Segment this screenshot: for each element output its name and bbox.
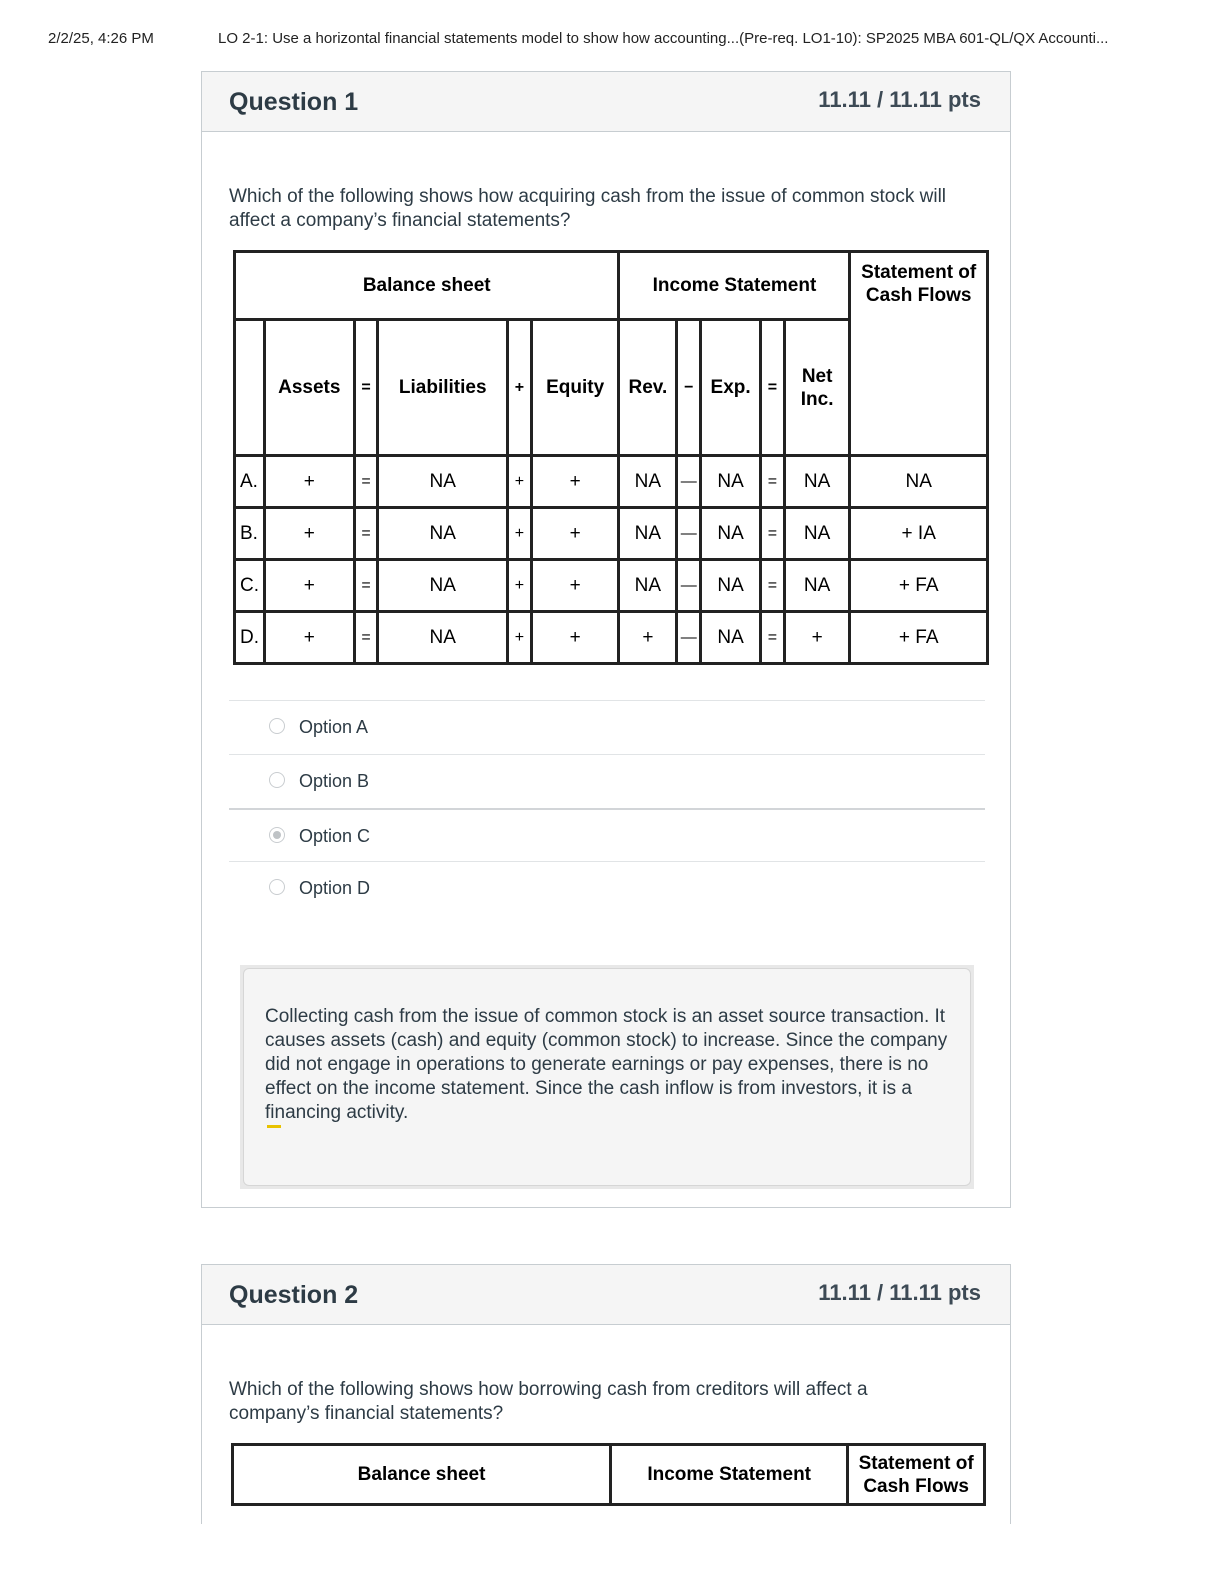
header-cash-flows: Statement of Cash Flows <box>848 1445 985 1505</box>
header-equity: Equity <box>531 320 619 456</box>
cell-equals: = <box>354 612 378 664</box>
cell-exp: NA <box>701 612 761 664</box>
cell-rev: NA <box>619 508 677 560</box>
header-income-statement: Income Statement <box>619 252 850 320</box>
cell-exp: NA <box>701 508 761 560</box>
cell-liabilities: NA <box>378 612 508 664</box>
answer-option-a[interactable] <box>229 700 985 754</box>
cell-equals-2: = <box>760 560 784 612</box>
answer-list <box>229 700 985 916</box>
cell-assets: + <box>264 612 354 664</box>
header-plus: + <box>507 320 531 456</box>
radio-button-icon[interactable] <box>269 879 285 895</box>
cell-equals-2: = <box>760 456 784 508</box>
answer-option-b[interactable] <box>229 754 985 808</box>
financial-statements-model-table <box>231 1443 986 1506</box>
answer-explanation-box <box>240 965 974 1189</box>
cell-exp: NA <box>701 560 761 612</box>
radio-button-selected-icon[interactable] <box>269 827 285 843</box>
cell-rev: NA <box>619 560 677 612</box>
cell-exp: NA <box>701 456 761 508</box>
cell-liabilities: NA <box>378 560 508 612</box>
question-text: Which of the following shows how borrowing cash from creditors will affect a company’s financial statements? <box>229 1379 868 1424</box>
answer-explanation <box>243 968 971 1186</box>
cell-equity: + <box>531 456 619 508</box>
question-header <box>202 72 1010 132</box>
cell-plus: + <box>507 560 531 612</box>
header-rev: Rev. <box>619 320 677 456</box>
cell-equals: = <box>354 456 378 508</box>
header-balance-sheet: Balance sheet <box>233 1445 611 1505</box>
cell-plus: + <box>507 456 531 508</box>
cell-plus: + <box>507 508 531 560</box>
table-row <box>235 560 988 612</box>
cell-equals-2: = <box>760 612 784 664</box>
cell-equals-2: = <box>760 508 784 560</box>
answer-option-c[interactable] <box>229 808 985 862</box>
question-points: 11.11 / 11.11 pts <box>818 87 981 112</box>
print-page-title: LO 2-1: Use a horizontal financial statements model to show how accounting...(Pre-req. LO1-10): SP2025 MBA 601-QL/QX Accounti... <box>218 30 1109 47</box>
cell-liabilities: NA <box>378 508 508 560</box>
table-row <box>235 508 988 560</box>
cell-liabilities: NA <box>378 456 508 508</box>
question-text: Which of the following shows how acquiring cash from the issue of common stock will affect a company’s financial statements? <box>229 186 947 231</box>
answer-label: Option A <box>299 717 369 737</box>
cell-equity: + <box>531 560 619 612</box>
cell-cash-flows: NA <box>850 456 988 508</box>
header-equals-2: = <box>760 320 784 456</box>
cell-equity: + <box>531 612 619 664</box>
table-row <box>235 456 988 508</box>
cell-assets: + <box>264 456 354 508</box>
cell-equals: = <box>354 560 378 612</box>
cell-assets: + <box>264 560 354 612</box>
row-label: B. <box>235 508 265 560</box>
header-income-statement: Income Statement <box>611 1445 848 1505</box>
cell-cash-flows: + IA <box>850 508 988 560</box>
question-points: 11.11 / 11.11 pts <box>818 1280 981 1305</box>
explanation-text: Collecting cash from the issue of common stock is an asset source transaction. It causes assets (cash) and equity (common stock) to increase. Since the company did not engage in operations to generate earnings or pay expenses, there is no effect on the income statement. Since the cash inflow is from investors, it is a financing activity. <box>265 1006 948 1123</box>
cell-cash-flows: + FA <box>850 612 988 664</box>
answer-label: Option C <box>299 826 371 846</box>
print-header <box>0 30 1224 52</box>
cell-net-inc: NA <box>784 456 850 508</box>
cell-net-inc: NA <box>784 508 850 560</box>
question-header <box>202 1265 1010 1325</box>
radio-button-icon[interactable] <box>269 718 285 734</box>
answer-option-d[interactable] <box>229 862 985 916</box>
print-timestamp: 2/2/25, 4:26 PM <box>48 30 154 47</box>
header-cash-flows: Statement of Cash Flows <box>850 252 988 456</box>
radio-button-icon[interactable] <box>269 772 285 788</box>
header-net-inc: Net Inc. <box>784 320 850 456</box>
row-label: D. <box>235 612 265 664</box>
answer-label: Option D <box>299 878 371 898</box>
cell-net-inc: NA <box>784 560 850 612</box>
table-row <box>235 612 988 664</box>
cell-minus: — <box>677 560 701 612</box>
header-assets: Assets <box>264 320 354 456</box>
cell-minus: — <box>677 456 701 508</box>
question-card-2 <box>201 1264 1011 1524</box>
cell-net-inc: + <box>784 612 850 664</box>
header-balance-sheet: Balance sheet <box>235 252 619 320</box>
row-label: A. <box>235 456 265 508</box>
cell-equals: = <box>354 508 378 560</box>
header-equals: = <box>354 320 378 456</box>
cell-rev: + <box>619 612 677 664</box>
header-exp: Exp. <box>701 320 761 456</box>
cell-assets: + <box>264 508 354 560</box>
financial-statements-model-table <box>233 250 989 665</box>
header-blank <box>235 320 265 456</box>
row-label: C. <box>235 560 265 612</box>
highlight-mark <box>267 1125 281 1128</box>
cell-minus: — <box>677 508 701 560</box>
question-title: Question 1 <box>229 88 359 116</box>
header-minus: − <box>677 320 701 456</box>
cell-rev: NA <box>619 456 677 508</box>
cell-cash-flows: + FA <box>850 560 988 612</box>
question-card-1 <box>201 71 1011 1208</box>
answer-label: Option B <box>299 771 370 791</box>
cell-minus: — <box>677 612 701 664</box>
question-title: Question 2 <box>229 1281 359 1309</box>
header-liabilities: Liabilities <box>378 320 508 456</box>
cell-equity: + <box>531 508 619 560</box>
cell-plus: + <box>507 612 531 664</box>
